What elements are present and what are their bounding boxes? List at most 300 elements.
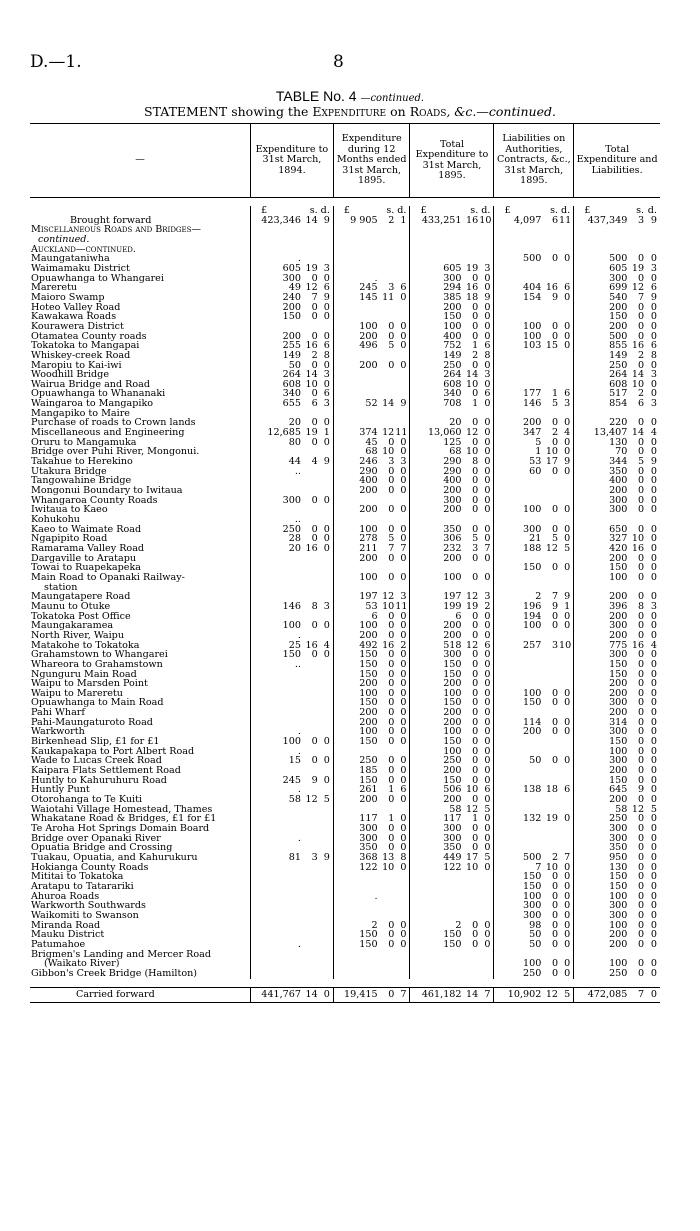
amount-pounds: 300 <box>574 274 630 284</box>
amount-shillings: 0 <box>638 331 645 342</box>
amount-pence: 0 <box>484 795 491 805</box>
table-row <box>30 303 660 313</box>
amount-shillings: 0 <box>388 630 395 641</box>
amount-pence: 0 <box>323 650 330 660</box>
amount-shillings: 16 <box>631 543 645 554</box>
amount-pounds: 150 <box>574 660 630 670</box>
amount-pounds <box>494 351 543 361</box>
amount-pounds: 200 <box>494 727 543 737</box>
amount-shillings <box>303 882 319 892</box>
table-row <box>30 409 660 419</box>
amount-pounds: 368 <box>333 853 379 863</box>
amount-shillings: 0 <box>472 669 479 680</box>
row-label: Pahi-Maungaturoto Road <box>31 717 153 728</box>
row-label: Dargaville to Aratapu <box>31 553 137 564</box>
amount-pence: 0 <box>484 930 491 940</box>
amount-pence: 0 <box>650 785 657 796</box>
amount-pence <box>319 660 334 670</box>
amount-shillings <box>303 921 319 931</box>
amount-pounds: 200 <box>333 679 379 689</box>
amount-pence: 0 <box>484 833 491 844</box>
amount-pence <box>559 650 574 660</box>
amount-pounds: 80 <box>250 438 302 448</box>
amount-shillings: 0 <box>472 273 479 284</box>
table-row <box>30 457 660 467</box>
amount-pounds: 400 <box>574 476 630 486</box>
amount-pounds: 20 <box>250 544 302 554</box>
amount-pence <box>479 872 494 882</box>
amount-shillings: 12 <box>545 543 559 554</box>
amount-pence: 9 <box>650 457 657 467</box>
amount-shillings: 0 <box>472 833 479 844</box>
amount-pence: 0 <box>484 379 491 390</box>
amount-pounds: 200 <box>250 332 302 342</box>
amount-shillings: 0 <box>638 824 645 834</box>
amount-shillings: 7 <box>311 292 318 303</box>
amount-shillings: 10 <box>466 447 479 458</box>
row-label: Huntly Punt <box>31 785 90 796</box>
amount-pounds: 350 <box>574 467 630 477</box>
amount-pounds: 13,060 <box>410 428 464 438</box>
amount-shillings: 19 <box>305 428 318 438</box>
amount-pence <box>645 225 660 235</box>
amount-pounds: 433,251 <box>410 216 464 226</box>
amount-shillings: 0 <box>638 881 645 892</box>
amount-shillings: 0 <box>472 611 479 622</box>
amount-pounds: 100 <box>494 689 543 699</box>
amount-pence: 6 <box>323 341 330 351</box>
amount-pounds <box>333 225 379 235</box>
amount-pence: 9 <box>564 592 571 602</box>
amount-pence <box>395 563 410 573</box>
row-label: Warkworth <box>31 727 85 738</box>
amount-pence <box>319 930 334 940</box>
amount-shillings: 12 <box>305 283 318 293</box>
amount-shillings: 2 <box>311 350 318 361</box>
amount-pounds <box>250 911 302 921</box>
amount-pence: 0 <box>400 708 407 718</box>
amount-shillings: 0 <box>388 466 395 477</box>
amount-shillings <box>380 380 396 390</box>
table-row <box>30 718 660 728</box>
amount-pence: 0 <box>650 891 657 902</box>
amount-pence: 3 <box>400 592 407 602</box>
amount-pounds <box>494 554 543 564</box>
amount-pence: 0 <box>564 611 571 622</box>
amount-pounds: 245 <box>333 283 379 293</box>
amount-shillings: 10 <box>545 447 559 458</box>
amount-shillings: 0 <box>551 418 559 429</box>
amount-pence: 0 <box>323 379 330 390</box>
row-label: Birkenhead Slip, £1 for £1 <box>31 737 160 747</box>
amount-pounds: 188 <box>494 544 543 554</box>
amount-pence <box>559 312 574 322</box>
amount-shillings: 2 <box>388 215 395 226</box>
amount-pence: 0 <box>650 766 657 776</box>
amount-shillings <box>303 843 319 853</box>
row-label: Ngunguru Main Road <box>31 669 137 680</box>
amount-pence: 0 <box>650 717 657 728</box>
amount-pence: 0 <box>400 331 407 342</box>
amount-pence <box>319 235 334 245</box>
amount-pence: 0 <box>650 495 657 506</box>
amount-pounds: 540 <box>574 293 630 303</box>
amount-pounds <box>410 969 464 979</box>
table-row <box>30 544 660 554</box>
amount-pounds: 150 <box>410 670 464 680</box>
amount-pounds: 300 <box>250 274 302 284</box>
amount-pounds <box>494 274 543 284</box>
amount-pence <box>645 583 660 593</box>
amount-pounds: 250 <box>574 969 630 979</box>
amount-pounds: 100 <box>494 332 543 342</box>
table-row <box>30 882 660 892</box>
amount-pounds: 200 <box>574 322 630 332</box>
amount-pence <box>319 631 334 641</box>
amount-pence <box>319 698 334 708</box>
table-row <box>30 612 660 622</box>
amount-pounds: 53 <box>333 602 379 612</box>
amount-pence <box>559 245 574 255</box>
amount-pounds <box>494 264 543 274</box>
amount-shillings <box>543 679 559 689</box>
amount-pounds: 150 <box>410 776 464 786</box>
amount-pounds: 13,407 <box>574 428 630 438</box>
amount-pounds <box>410 959 464 969</box>
unit-penny: d. <box>647 206 657 216</box>
amount-shillings <box>543 351 559 361</box>
amount-pounds: 264 <box>574 370 630 380</box>
amount-pence: 0 <box>564 959 571 969</box>
amount-pounds <box>494 380 543 390</box>
amount-pence: 0 <box>484 659 491 670</box>
amount-pence <box>319 254 334 264</box>
amount-shillings <box>464 882 480 892</box>
amount-pounds <box>574 225 630 235</box>
amount-pence: 0 <box>400 795 407 805</box>
amount-pence <box>395 389 410 399</box>
amount-pounds: 461,182 <box>410 987 464 1002</box>
row-label: Kawakawa Roads <box>31 312 117 322</box>
amount-pounds <box>494 476 543 486</box>
amount-shillings <box>303 834 319 844</box>
row-label: Maungatapere Road <box>31 592 131 602</box>
amount-shillings: 0 <box>551 254 559 264</box>
amount-pence <box>559 795 574 805</box>
amount-shillings: 0 <box>638 553 645 564</box>
amount-shillings <box>464 911 480 921</box>
amount-pence: 2 <box>400 640 407 651</box>
amount-pounds: 52 <box>333 399 379 409</box>
amount-shillings: 14 <box>631 370 645 380</box>
amount-shillings: 0 <box>388 737 395 747</box>
amount-pence: 0 <box>484 572 491 583</box>
amount-pounds: 350 <box>410 525 464 535</box>
row-label: Mongonui Boundary to Iwitaua <box>31 486 183 496</box>
amount-shillings <box>380 969 396 979</box>
row-label: Waimamaku District <box>31 263 130 274</box>
amount-pounds: 44 <box>250 457 302 467</box>
amount-pounds: 150 <box>494 882 543 892</box>
amount-pounds: 300 <box>410 274 464 284</box>
amount-pence: 4 <box>323 640 330 651</box>
unit-pound: £ <box>494 206 543 216</box>
amount-pence: 0 <box>400 553 407 564</box>
amount-pounds: 150 <box>494 563 543 573</box>
amount-pence <box>319 245 334 255</box>
amount-pence <box>645 950 660 960</box>
amount-pence: 11 <box>395 428 408 438</box>
amount-shillings: 0 <box>638 486 645 496</box>
table-row <box>30 727 660 737</box>
amount-pounds: 177 <box>494 389 543 399</box>
amount-pounds <box>250 814 302 824</box>
table-row <box>30 737 660 747</box>
amount-pounds <box>494 496 543 506</box>
amount-shillings: 0 <box>638 437 645 448</box>
amount-shillings: 5 <box>551 534 559 544</box>
amount-shillings <box>380 370 396 380</box>
amount-pence: 9 <box>323 215 330 226</box>
amount-pounds: 314 <box>574 718 630 728</box>
amount-pounds: 150 <box>333 670 379 680</box>
amount-pounds: 122 <box>410 863 464 873</box>
amount-shillings <box>303 631 319 641</box>
amount-pounds: 200 <box>333 708 379 718</box>
amount-shillings <box>303 785 319 795</box>
amount-pounds: 5 <box>494 438 543 448</box>
amount-pounds: 150 <box>574 312 630 322</box>
amount-pence <box>319 322 334 332</box>
row-label: Otamatea County roads <box>31 331 147 342</box>
table-row <box>30 399 660 409</box>
amount-shillings: 14 <box>466 370 479 380</box>
amount-pence: 0 <box>323 737 330 747</box>
amount-shillings <box>380 418 396 428</box>
amount-pounds <box>410 882 464 892</box>
amount-pence: 0 <box>650 833 657 844</box>
amount-pence: 0 <box>484 824 491 834</box>
row-label: Waiotahi Village Homestead, Thames <box>31 804 213 815</box>
table-row <box>30 418 660 428</box>
amount-pence: 0 <box>650 389 657 400</box>
amount-pence: 0 <box>650 254 657 264</box>
amount-pence: 0 <box>650 959 657 969</box>
amount-pence: 4 <box>650 640 657 651</box>
amount-pence: 0 <box>400 611 407 622</box>
amount-pounds: .. <box>250 515 302 525</box>
amount-pounds: 200 <box>574 486 630 496</box>
amount-pounds: 150 <box>250 312 302 322</box>
amount-pence <box>559 361 574 371</box>
amount-pence: 0 <box>564 524 571 535</box>
amount-pounds: 264 <box>410 370 464 380</box>
table-row <box>30 428 660 438</box>
amount-shillings: 0 <box>472 495 479 506</box>
row-label: Main Road to Opanaki Railway- <box>31 572 185 583</box>
amount-pounds: 300 <box>574 698 630 708</box>
amount-pounds: 300 <box>333 834 379 844</box>
amount-shillings: 7 <box>638 292 645 303</box>
amount-pounds <box>410 911 464 921</box>
amount-pounds: 200 <box>250 303 302 313</box>
amount-pence: 3 <box>564 399 571 409</box>
amount-pence <box>319 959 334 969</box>
amount-pence <box>319 409 334 419</box>
amount-shillings: 0 <box>388 321 395 332</box>
amount-pence: 0 <box>650 756 657 767</box>
amount-pounds <box>333 264 379 274</box>
table-row <box>30 959 660 969</box>
row-label: Huntly to Kahuruhuru Road <box>31 775 167 786</box>
amount-pence: 0 <box>484 331 491 342</box>
amount-shillings <box>303 476 319 486</box>
amount-pence: 5 <box>559 987 574 1002</box>
amount-pence: 0 <box>484 843 491 853</box>
amount-pence: 0 <box>400 630 407 641</box>
amount-pounds: 200 <box>574 631 630 641</box>
amount-pounds <box>333 370 379 380</box>
amount-shillings: 0 <box>311 312 318 322</box>
amount-pounds: 306 <box>410 534 464 544</box>
amount-pence <box>319 708 334 718</box>
amount-pence: 0 <box>650 630 657 641</box>
amount-pence: 3 <box>323 263 330 274</box>
amount-pounds <box>333 805 379 815</box>
amount-pounds <box>333 245 379 255</box>
amount-pounds: 150 <box>574 670 630 680</box>
amount-pounds: 300 <box>574 621 630 631</box>
amount-pence: 0 <box>484 814 491 824</box>
amount-pence: 0 <box>650 679 657 689</box>
amount-pence: 0 <box>650 476 657 487</box>
amount-shillings: 0 <box>311 534 318 544</box>
amount-pence: 0 <box>650 486 657 496</box>
amount-pounds: 240 <box>250 293 302 303</box>
amount-pounds: 300 <box>250 496 302 506</box>
row-label: Matakohe to Tokatoka <box>31 640 140 651</box>
amount-shillings: 13 <box>382 852 395 863</box>
amount-pounds: 100 <box>410 322 464 332</box>
amount-shillings: 0 <box>472 795 479 805</box>
spacer-row <box>30 979 660 988</box>
row-label: continued. <box>38 234 90 245</box>
amount-pence: 0 <box>564 756 571 767</box>
table-row <box>30 264 660 274</box>
amount-shillings: 0 <box>551 881 559 892</box>
amount-pounds: 327 <box>574 534 630 544</box>
table-row <box>30 534 660 544</box>
amount-shillings: 12 <box>466 640 479 651</box>
amount-pounds: 100 <box>333 727 379 737</box>
amount-shillings: 0 <box>638 495 645 506</box>
amount-pounds: 150 <box>410 940 464 950</box>
amount-pence <box>319 515 334 525</box>
amount-shillings: 0 <box>472 939 479 950</box>
table-row <box>30 254 660 264</box>
table-row <box>30 216 660 226</box>
row-label: Opuawhanga to Whananaki <box>31 389 166 400</box>
amount-pence: 0 <box>484 302 491 313</box>
amount-pounds: 423,346 <box>250 216 302 226</box>
table-row <box>30 650 660 660</box>
amount-pounds: 98 <box>494 921 543 931</box>
amount-pence: 6 <box>484 341 491 351</box>
amount-shillings <box>303 718 319 728</box>
amount-pounds: 2 <box>410 921 464 931</box>
amount-pence <box>319 814 334 824</box>
amount-shillings: 0 <box>638 466 645 477</box>
amount-shillings: 0 <box>551 331 559 342</box>
amount-pence <box>319 225 334 235</box>
amount-pounds <box>494 805 543 815</box>
amount-pence <box>319 505 334 515</box>
amount-pounds: 150 <box>494 698 543 708</box>
row-label: Purchase of roads to Crown lands <box>31 418 196 429</box>
amount-pounds: 854 <box>574 399 630 409</box>
amount-shillings <box>543 747 559 757</box>
amount-pounds: 496 <box>333 341 379 351</box>
amount-pounds <box>250 592 302 602</box>
amount-shillings: 0 <box>472 688 479 699</box>
amount-shillings: 0 <box>551 563 559 573</box>
amount-pounds: 200 <box>333 486 379 496</box>
amount-pence: 0 <box>484 775 491 786</box>
amount-pence <box>559 747 574 757</box>
amount-shillings <box>303 814 319 824</box>
amount-shillings <box>303 467 319 477</box>
amount-pounds: 404 <box>494 283 543 293</box>
amount-shillings <box>543 776 559 786</box>
amount-pence: 0 <box>564 891 571 902</box>
amount-shillings: 0 <box>472 630 479 641</box>
row-label: Ngapipito Road <box>31 534 108 544</box>
amount-pounds <box>494 776 543 786</box>
amount-shillings <box>464 583 480 593</box>
amount-shillings: 0 <box>638 698 645 709</box>
amount-shillings: 0 <box>638 650 645 660</box>
amount-pounds <box>250 670 302 680</box>
amount-pence: 0 <box>400 833 407 844</box>
amount-pounds: 300 <box>574 496 630 506</box>
table-row <box>30 332 660 342</box>
amount-shillings: 0 <box>472 553 479 564</box>
amount-shillings <box>380 245 396 255</box>
amount-shillings: 0 <box>311 737 318 747</box>
amount-shillings: 0 <box>472 524 479 535</box>
amount-pounds <box>333 254 379 264</box>
amount-pence: 0 <box>650 775 657 786</box>
amount-shillings: 0 <box>388 843 395 853</box>
row-label: Tokatoka Post Office <box>31 611 131 622</box>
row-label: Te Aroha Hot Springs Domain Board <box>31 824 210 834</box>
amount-pence <box>319 670 334 680</box>
table-row <box>30 245 660 255</box>
amount-pounds: 100 <box>494 322 543 332</box>
amount-pounds <box>250 863 302 873</box>
amount-shillings <box>303 583 319 593</box>
row-label: Tangowahine Bridge <box>31 476 132 487</box>
row-label: Pahi Wharf <box>31 708 85 718</box>
row-label: station <box>44 582 78 593</box>
amount-pence: 0 <box>400 466 407 477</box>
amount-pounds <box>494 650 543 660</box>
amount-pence <box>319 950 334 960</box>
amount-pounds: 200 <box>574 592 630 602</box>
amount-pence: 0 <box>400 505 407 515</box>
amount-shillings: 0 <box>388 795 395 805</box>
amount-shillings: 0 <box>638 563 645 573</box>
